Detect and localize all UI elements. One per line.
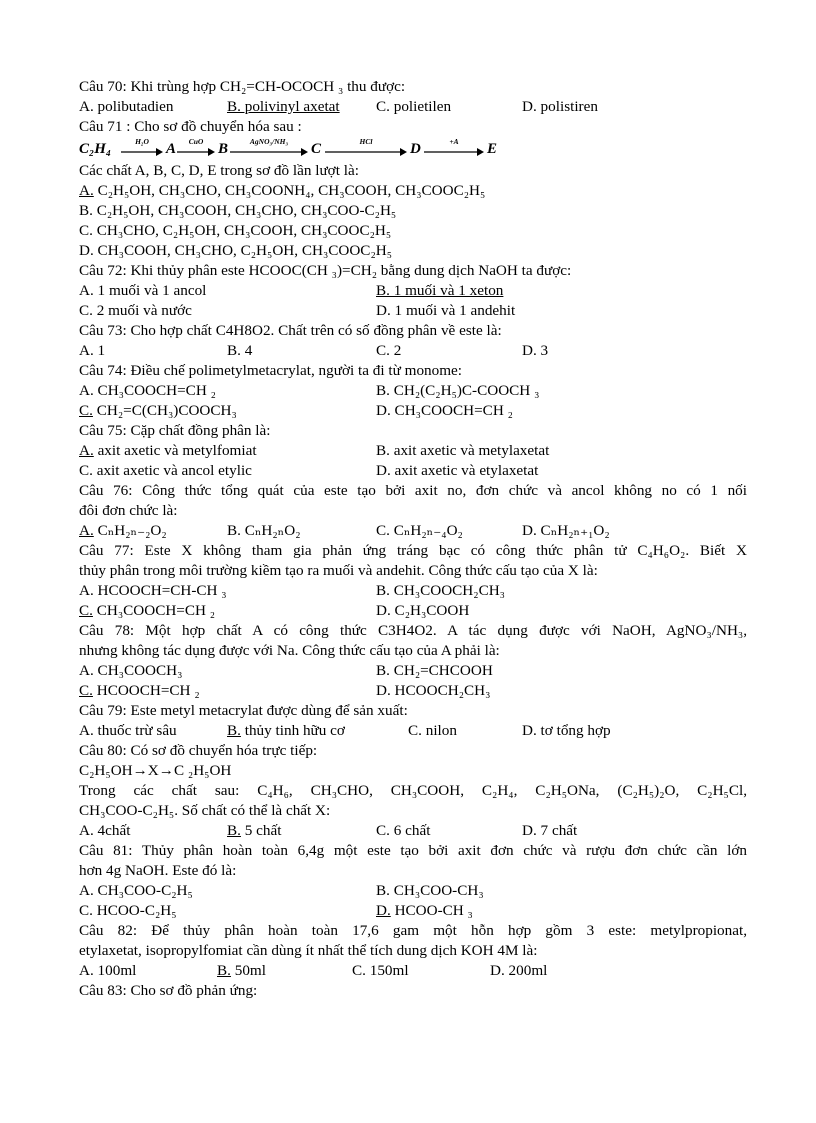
q79-option-a: A. thuốc trừ sâu [79,722,177,739]
q80-text-line1: Trong các chất sau: C₄H₆, CH₃CHO, CH₃COOH, C₂H₄, C₂H₅ONa, (C₂H₅)₂O, C₂H₅Cl, [79,782,747,799]
q78-stem-line1: Câu 78: Một hợp chất A có công thức C3H4O2. A tác dụng được với NaOH, AgNO₃/NH₃, [79,622,747,639]
q71-reaction-scheme [79,139,599,161]
q82-option-b-answer: B. 50ml [217,962,266,979]
q73-option-c: C. 2 [376,342,402,359]
scheme-arrow-2 [177,139,215,159]
q80-option-d: D. 7 chất [522,822,578,839]
q79-option-b-answer: B. thủy tinh hữu cơ [227,722,345,739]
q75-option-d: D. axit axetic và etylaxetat [376,462,539,479]
q82-option-a: A. 100ml [79,962,137,979]
q71-option-a-answer: A. C₂H₅OH, CH₃CHO, CH₃COONH₄, CH₃COOH, CH₃COOC₂H₅ [79,182,486,199]
q80-option-b-answer: B. 5 chất [227,822,282,839]
q75-stem: Câu 75: Cặp chất đồng phân là: [79,422,271,439]
scheme-arrow-5-label: +A [449,137,459,146]
q77-option-b: B. CH₃COOCH₂CH₃ [376,582,505,599]
q71-option-d: D. CH₃COOH, CH₃CHO, C₂H₅OH, CH₃COOC₂H₅ [79,242,392,259]
q74-option-b: B. CH₂(C₂H₅)C-COOCH ₃ [376,382,540,399]
q72-option-b-answer: B. 1 muối và 1 xeton [376,282,504,299]
q76-option-b: B. CₙH₂ₙO₂ [227,522,301,539]
q73-option-d: D. 3 [522,342,549,359]
scheme-species-c: C [311,141,322,157]
q76-option-c: C. CₙH₂ₙ₋₄O₂ [376,522,463,539]
q78-stem-line2: nhưng không tác dụng được với Na. Công thức cấu tạo của A phải là: [79,642,500,659]
q83-stem: Câu 83: Cho sơ đồ phản ứng: [79,982,258,999]
scheme-arrow-1 [121,139,163,159]
q82-stem-line1: Câu 82: Để thủy phân hoàn toàn 17,6 gam một hỗn hợp gồm 3 este: metylpropionat, [79,922,747,939]
q75-option-a-answer: A. axit axetic và metylfomiat [79,442,257,459]
q75-option-b: B. axit axetic và metylaxetat [376,442,550,459]
q70-stem: Câu 70: Khi trùng hợp CH₂=CH-OCOCH ₃ thu được: [79,78,406,95]
q78-option-b: B. CH₂=CHCOOH [376,662,493,679]
scheme-species-b: B [218,141,229,157]
q75-option-c: C. axit axetic và ancol etylic [79,462,252,479]
q71-option-b: B. C₂H₅OH, CH₃COOH, CH₃CHO, CH₃COO-C₂H₅ [79,202,397,219]
scheme-species-d: D [410,141,421,157]
q78-option-d: D. HCOOCH₂CH₃ [376,682,491,699]
q71-option-c: C. CH₃CHO, C₂H₅OH, CH₃COOH, CH₃COOC₂H₅ [79,222,392,239]
q79-option-c: C. nilon [408,722,457,739]
scheme-arrow-5 [424,139,484,159]
q72-stem: Câu 72: Khi thủy phân este HCOOC(CH ₃)=CH₂ bằng dung dịch NaOH ta được: [79,262,572,279]
q81-option-d-answer: D. HCOO-CH ₃ [376,902,473,919]
q80-stem: Câu 80: Có sơ đồ chuyển hóa trực tiếp: [79,742,318,759]
q81-option-b: B. CH₃COO-CH₃ [376,882,484,899]
q73-option-a: A. 1 [79,342,106,359]
scheme-species-a: A [166,141,177,157]
q81-stem-line1: Câu 81: Thủy phân hoàn toàn 6,4g một este tạo bởi axit đơn chức và rượu đơn chức cần lớn [79,842,747,859]
q76-stem-line2: đôi đơn chức là: [79,502,178,519]
q78-option-a: A. CH₃COOCH₃ [79,662,183,679]
q77-option-c-answer: C. CH₃COOCH=CH ₂ [79,602,216,619]
q79-stem: Câu 79: Este metyl metacrylat được dùng để sản xuất: [79,702,408,719]
q71-stem: Câu 71 : Cho sơ đồ chuyển hóa sau : [79,118,302,135]
q74-option-a: A. CH₃COOCH=CH ₂ [79,382,216,399]
q82-stem-line2: etylaxetat, isopropylfomiat cần dùng ít nhất thể tích dung dịch KOH 4M là: [79,942,538,959]
q80-text-line2: CH₃COO-C₂H₅. Số chất có thể là chất X: [79,802,331,819]
q70-option-d: D. polistiren [522,98,598,115]
q76-stem-line1: Câu 76: Công thức tổng quát của este tạo bởi axit no, đơn chức và ancol không no có 1 nối [79,482,747,499]
q79-option-d: D. tơ tổng hợp [522,722,611,739]
q82-option-c: C. 150ml [352,962,409,979]
q70-option-a: A. polibutadien [79,98,174,115]
q80-option-c: C. 6 chất [376,822,431,839]
scheme-arrow-1-label: H₂O [135,137,149,146]
q74-stem: Câu 74: Điều chế polimetylmetacrylat, người ta đi từ monome: [79,362,463,379]
scheme-start: C₂H₄ [79,141,112,157]
q72-option-c: C. 2 muối và nước [79,302,192,319]
q82-option-d: D. 200ml [490,962,548,979]
q80-option-a: A. 4chất [79,822,131,839]
q72-option-d: D. 1 muối và 1 andehit [376,302,516,319]
scheme-arrow-4-label: HCl [359,137,373,146]
q73-option-b: B. 4 [227,342,253,359]
q81-option-a: A. CH₃COO-C₂H₅ [79,882,193,899]
q70-option-c: C. polietilen [376,98,452,115]
q71-question: Các chất A, B, C, D, E trong sơ đồ lần lượt là: [79,162,359,179]
q72-option-a: A. 1 muối và 1 ancol [79,282,207,299]
q81-option-c: C. HCOO-C₂H₅ [79,902,177,919]
q78-option-c-answer: C. HCOOCH=CH ₂ [79,682,200,699]
scheme-arrow-3-label: AgNO₃/NH₃ [249,137,289,146]
q76-option-a-answer: A. CₙH₂ₙ₋₂O₂ [79,522,167,539]
scheme-arrow-2-label: CuO [188,137,204,146]
scheme-species-e: E [487,141,498,157]
q70-option-b-answer: B. polivinyl axetat [227,98,340,115]
q77-option-a: A. HCOOCH=CH-CH ₃ [79,582,227,599]
q74-option-c-answer: C. CH₂=C(CH₃)COOCH₃ [79,402,237,419]
q81-stem-line2: hơn 4g NaOH. Este đó là: [79,862,237,879]
q76-option-d: D. CₙH₂ₙ₊₁O₂ [522,522,610,539]
q80-chain: C₂H₅OH→X→C ₂H₅OH [79,762,232,779]
scheme-arrow-4 [325,139,407,159]
q74-option-d: D. CH₃COOCH=CH ₂ [376,402,513,419]
q77-stem-line2: thủy phân trong môi trường kiềm tạo ra muối và andehit. Công thức cấu tạo của X là: [79,562,598,579]
q77-stem-line1: Câu 77: Este X không tham gia phản ứng tráng bạc có công thức phân tử C₄H₆O₂. Biết X [79,542,747,559]
scheme-arrow-3 [230,139,308,159]
q77-option-d: D. C₂H₃COOH [376,602,470,619]
q73-stem: Câu 73: Cho hợp chất C4H8O2. Chất trên có số đồng phân về este là: [79,322,502,339]
